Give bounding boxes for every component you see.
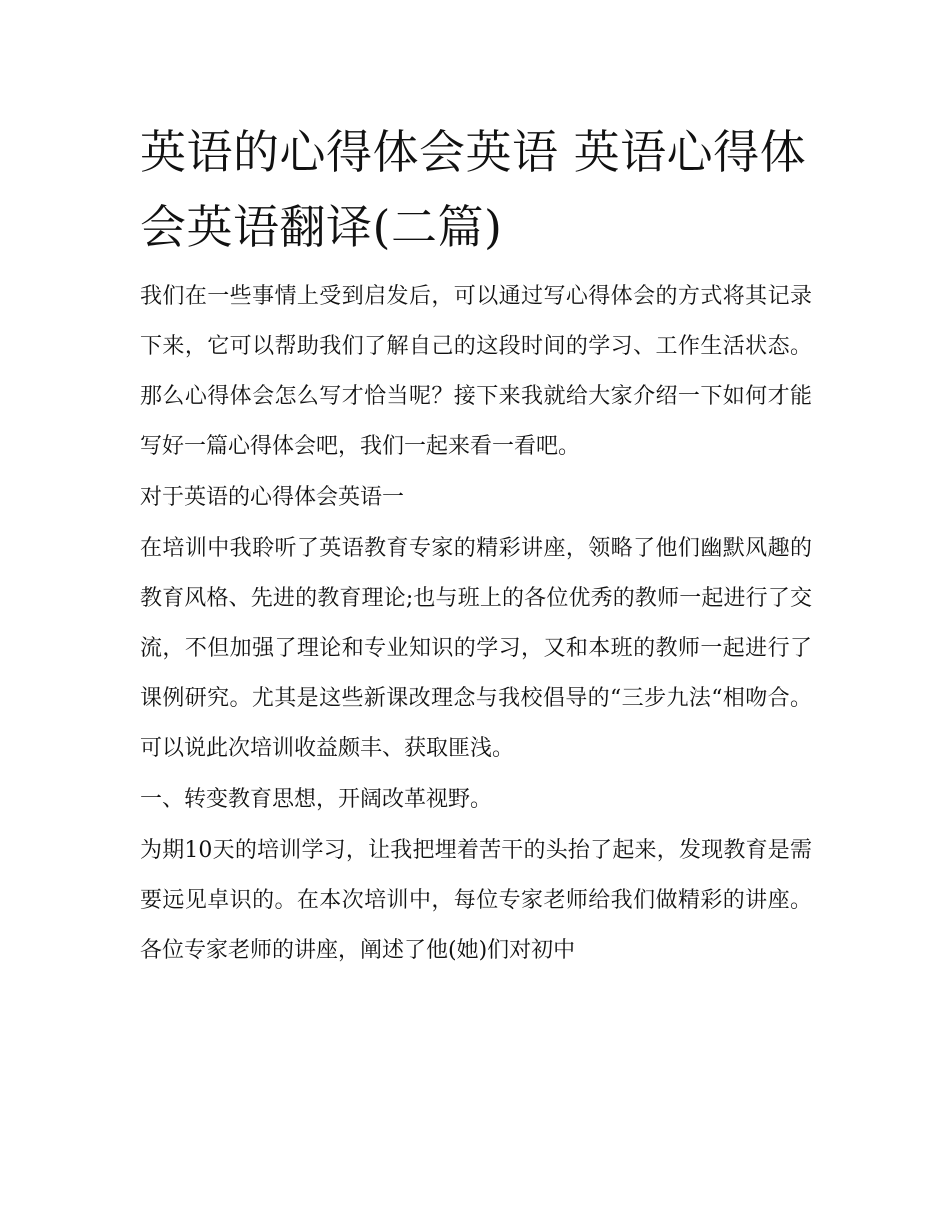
body-paragraph: 在培训中我聆听了英语教育专家的精彩讲座，领略了他们幽默风趣的教育风格、先进的教育理论;也与班上的各位优秀的教师一起进行了交流，不但加强了理论和专业知识的学习，又和本班的教师一起进行了课例研究。尤其是这些新课改理念与我校倡导的“三步九法“相吻合。可以说此次培训收益颇丰、获取匪浅。	[140, 535, 812, 761]
body-paragraph: 为期10天的培训学习，让我把埋着苦干的头抬了起来，发现教育是需要远见卓识的。在本次培训中，每位专家老师给我们做精彩的讲座。各位专家老师的讲座，阐述了他(她)们对初中	[140, 837, 812, 963]
document-page	[140, 115, 812, 976]
document-title: 英语的心得体会英语 英语心得体会英语翻译(二篇)	[140, 125, 807, 255]
subsection-heading: 一、转变教育思想，开阔改革视野。	[140, 786, 493, 812]
section-heading: 对于英语的心得体会英语一	[140, 484, 405, 510]
intro-paragraph: 我们在一些事情上受到启发后，可以通过写心得体会的方式将其记录下来，它可以帮助我们了解自己的这段时间的学习、工作生活状态。那么心得体会怎么写才恰当呢？接下来我就给大家介绍一下如何才能写好一篇心得体会吧，我们一起来看一看吧。	[140, 283, 812, 459]
